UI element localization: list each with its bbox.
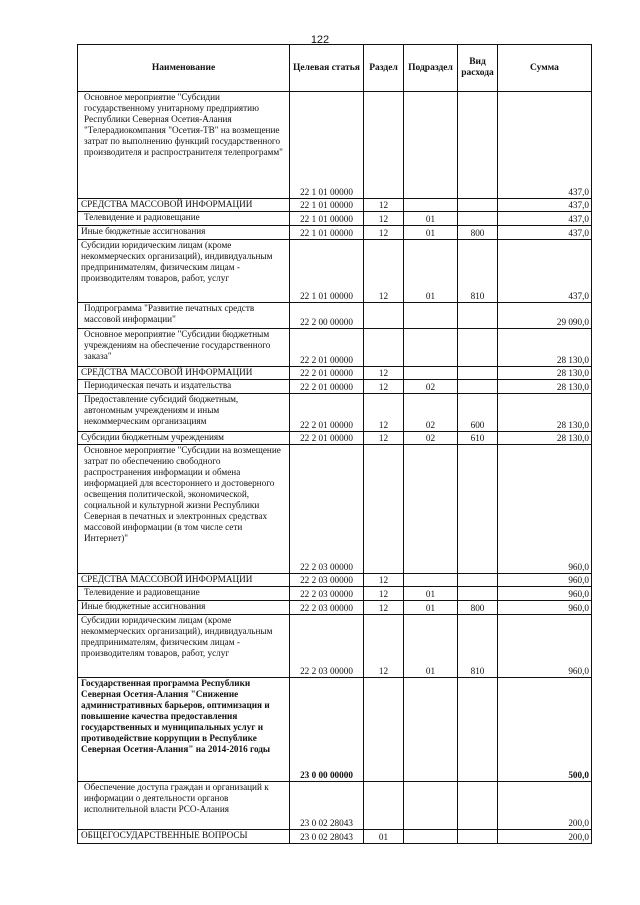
table-row (78, 574, 592, 587)
row-sum: 200,0 (498, 782, 592, 830)
row-article: 22 2 01 00000 (290, 367, 364, 380)
row-article: 22 2 03 00000 (290, 445, 364, 574)
row-name: СРЕДСТВА МАССОВОЙ ИНФОРМАЦИИ (78, 367, 290, 380)
row-subsection: 02 (404, 380, 458, 394)
row-type: 800 (458, 226, 498, 240)
row-section (364, 445, 404, 574)
row-article: 22 1 01 00000 (290, 240, 364, 303)
row-sum: 960,0 (498, 601, 592, 615)
table-row (78, 615, 592, 678)
row-article: 22 2 03 00000 (290, 587, 364, 601)
row-type: 810 (458, 240, 498, 303)
row-subsection (404, 782, 458, 830)
row-sum: 437,0 (498, 92, 592, 199)
row-sum: 960,0 (498, 615, 592, 678)
row-subsection (404, 199, 458, 212)
table-row (78, 212, 592, 226)
row-article: 22 2 03 00000 (290, 615, 364, 678)
row-section (364, 678, 404, 782)
row-sum: 960,0 (498, 574, 592, 587)
row-type (458, 367, 498, 380)
row-sum: 437,0 (498, 240, 592, 303)
row-article: 22 2 01 00000 (290, 380, 364, 394)
row-type: 810 (458, 615, 498, 678)
row-section: 12 (364, 601, 404, 615)
row-name: Телевидение и радиовещание (78, 212, 290, 226)
row-name: Субсидии юридическим лицам (кроме некоммерческих организаций), индивидуальным предпринимателям, физическим лицам - производителям товаров, работ, услуг (78, 240, 290, 303)
row-type (458, 199, 498, 212)
row-name: Субсидии бюджетным учреждениям (78, 432, 290, 445)
row-subsection (404, 303, 458, 329)
row-subsection (404, 830, 458, 844)
row-sum: 28 130,0 (498, 432, 592, 445)
page-number: 122 (310, 34, 330, 46)
row-article: 22 1 01 00000 (290, 226, 364, 240)
row-article: 23 0 02 28043 (290, 782, 364, 830)
row-section: 12 (364, 226, 404, 240)
table-row (78, 587, 592, 601)
row-section: 12 (364, 380, 404, 394)
row-name: Основное мероприятие "Субсидии государственному унитарному предприятию Республики Северная Осетия-Алания "Телерадиокомпания "Осетия-ТВ" на возмещение затрат по выполнению функций государственного производителя и распространителя телепрограмм" (78, 92, 290, 199)
row-subsection: 01 (404, 226, 458, 240)
table-row (78, 92, 592, 199)
row-sum: 28 130,0 (498, 329, 592, 367)
row-sum: 29 090,0 (498, 303, 592, 329)
row-section: 12 (364, 367, 404, 380)
row-sum: 437,0 (498, 199, 592, 212)
row-sum: 28 130,0 (498, 380, 592, 394)
row-subsection: 01 (404, 240, 458, 303)
row-type (458, 678, 498, 782)
row-name: Подпрограмма "Развитие печатных средств массовой информации" (78, 303, 290, 329)
row-subsection (404, 329, 458, 367)
row-section: 12 (364, 240, 404, 303)
row-article: 22 2 01 00000 (290, 394, 364, 432)
row-name: Субсидии юридическим лицам (кроме некоммерческих организаций), индивидуальным предпринимателям, физическим лицам - производителям товаров, работ, услуг (78, 615, 290, 678)
table-row (78, 830, 592, 844)
row-subsection: 01 (404, 587, 458, 601)
row-section: 01 (364, 830, 404, 844)
row-section: 12 (364, 199, 404, 212)
row-type (458, 830, 498, 844)
row-article: 22 2 00 00000 (290, 303, 364, 329)
row-subsection: 01 (404, 615, 458, 678)
table-row (78, 329, 592, 367)
row-subsection (404, 574, 458, 587)
row-sum: 500,0 (498, 678, 592, 782)
header-section: Раздел (364, 45, 404, 92)
table-row (78, 303, 592, 329)
row-section: 12 (364, 574, 404, 587)
row-section (364, 303, 404, 329)
row-article: 22 2 03 00000 (290, 601, 364, 615)
row-name: СРЕДСТВА МАССОВОЙ ИНФОРМАЦИИ (78, 574, 290, 587)
row-name: Предоставление субсидий бюджетным, автономным учреждениям и иным некоммерческим организациям (78, 394, 290, 432)
table-row (78, 678, 592, 782)
row-section (364, 92, 404, 199)
row-subsection: 02 (404, 394, 458, 432)
table-row (78, 601, 592, 615)
row-name: Основное мероприятие "Субсидии бюджетным учреждениям на обеспечение государственного заказа" (78, 329, 290, 367)
table-row (78, 226, 592, 240)
row-type (458, 380, 498, 394)
row-name: Обеспечение доступа граждан и организаций к информации о деятельности органов исполнительной власти РСО-Алания (78, 782, 290, 830)
header-name: Наименование (78, 45, 290, 92)
table-row (78, 199, 592, 212)
row-article: 23 0 02 28043 (290, 830, 364, 844)
row-name: Государственная программа Республики Северная Осетия-Алания "Снижение административных барьеров, оптимизация и повышение качества предоставления государственных и муниципальных услуг и противодействие коррупции в Республике Северная Осетия-Алания" на 2014-2016 годы (78, 678, 290, 782)
row-type (458, 303, 498, 329)
table-row (78, 380, 592, 394)
row-type (458, 92, 498, 199)
row-section: 12 (364, 394, 404, 432)
row-type (458, 212, 498, 226)
row-type (458, 329, 498, 367)
row-section: 12 (364, 615, 404, 678)
row-section: 12 (364, 587, 404, 601)
row-name: Периодическая печать и издательства (78, 380, 290, 394)
row-subsection: 02 (404, 432, 458, 445)
row-type: 610 (458, 432, 498, 445)
row-subsection: 01 (404, 601, 458, 615)
table-row (78, 445, 592, 574)
row-name: Иные бюджетные ассигнования (78, 601, 290, 615)
row-name: СРЕДСТВА МАССОВОЙ ИНФОРМАЦИИ (78, 199, 290, 212)
row-article: 22 2 03 00000 (290, 574, 364, 587)
header-article: Целевая статья (290, 45, 364, 92)
row-article: 22 1 01 00000 (290, 212, 364, 226)
row-sum: 437,0 (498, 226, 592, 240)
row-subsection (404, 92, 458, 199)
row-section (364, 782, 404, 830)
row-type (458, 587, 498, 601)
row-subsection (404, 445, 458, 574)
row-name: Иные бюджетные ассигнования (78, 226, 290, 240)
header-sum: Сумма (498, 45, 592, 92)
row-name: ОБЩЕГОСУДАРСТВЕННЫЕ ВОПРОСЫ (78, 830, 290, 844)
row-type: 800 (458, 601, 498, 615)
row-article: 22 1 01 00000 (290, 92, 364, 199)
row-type: 600 (458, 394, 498, 432)
row-sum: 28 130,0 (498, 394, 592, 432)
row-article: 23 0 00 00000 (290, 678, 364, 782)
header-subsection: Подраздел (404, 45, 458, 92)
row-article: 22 2 01 00000 (290, 432, 364, 445)
table-row (78, 240, 592, 303)
row-subsection (404, 367, 458, 380)
row-subsection: 01 (404, 212, 458, 226)
row-type (458, 445, 498, 574)
row-type (458, 574, 498, 587)
row-article: 22 1 01 00000 (290, 199, 364, 212)
row-sum: 960,0 (498, 587, 592, 601)
table-row (78, 782, 592, 830)
table-header (78, 45, 592, 92)
table-row (78, 367, 592, 380)
table-row (78, 394, 592, 432)
row-sum: 200,0 (498, 830, 592, 844)
row-name: Основное мероприятие "Субсидии на возмещение затрат по обеспечению свободного распространения информации и обмена информацией для всестороннего и достоверного освещения политической, экономической, социальной и культурной жизни Республики Северная в печатных и электронных средствах массовой информации (в том числе сети Интернет)" (78, 445, 290, 574)
row-name: Телевидение и радиовещание (78, 587, 290, 601)
row-article: 22 2 01 00000 (290, 329, 364, 367)
row-type (458, 782, 498, 830)
header-type: Вид расхода (458, 45, 498, 92)
budget-table (77, 44, 592, 844)
row-subsection (404, 678, 458, 782)
row-sum: 960,0 (498, 445, 592, 574)
row-section (364, 329, 404, 367)
table-row (78, 432, 592, 445)
row-section: 12 (364, 432, 404, 445)
row-sum: 28 130,0 (498, 367, 592, 380)
row-sum: 437,0 (498, 212, 592, 226)
row-section: 12 (364, 212, 404, 226)
